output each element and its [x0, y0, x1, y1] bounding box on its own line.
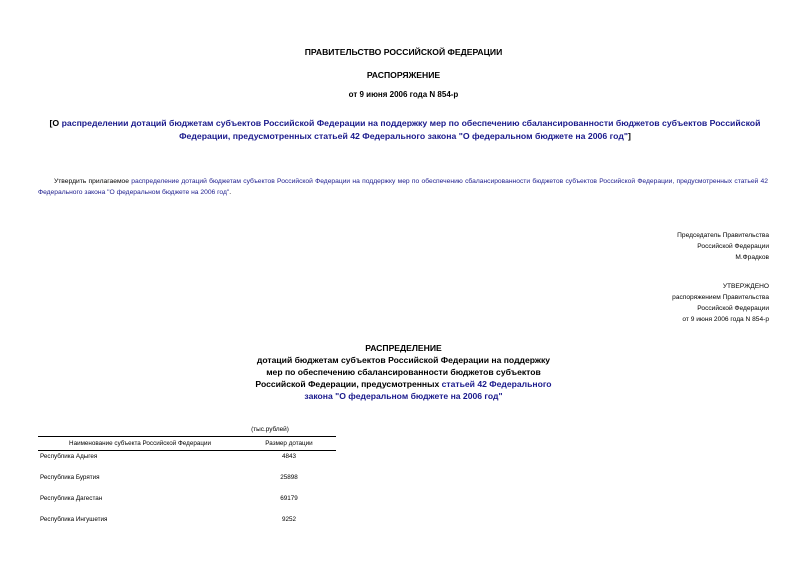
row-subject-name: Республика Бурятия: [40, 474, 100, 481]
title-open-bracket: [О: [49, 118, 62, 128]
row-subject-name: Республика Ингушетия: [40, 516, 108, 523]
article-42-link[interactable]: статьей 42 Федерального: [441, 379, 552, 389]
signature-block: [677, 230, 769, 263]
distribution-line-2: дотаций бюджетам субъектов Российской Федерации на поддержку: [256, 355, 551, 365]
table-row: [38, 451, 336, 473]
distribution-line-4-text: Российской Федерации, предусмотренных: [255, 379, 442, 389]
title-close-bracket: ]: [627, 131, 631, 141]
column-header-value: Размер дотации: [242, 437, 336, 451]
body-prefix: Утвердить прилагаемое: [54, 178, 132, 185]
document-type-heading: РАСПОРЯЖЕНИЕ: [366, 70, 441, 80]
distribution-title: РАСПРЕДЕЛЕНИЕ: [365, 343, 442, 353]
approved-by: распоряжением Правительства: [672, 294, 769, 301]
units-label: (тыс.рублей): [251, 426, 289, 433]
row-subsidy-value: 9252: [281, 516, 296, 523]
body-suffix: .: [229, 189, 232, 196]
table-row: [38, 514, 336, 535]
distribution-line-3: мер по обеспечению сбалансированности бюджетов субъектов: [266, 367, 541, 377]
distribution-heading: [0, 342, 807, 402]
body-distribution-link[interactable]: распределение дотаций бюджетам субъектов Российской Федерации на поддержку мер по обеспечению сбалансированности бюджетов субъектов Российской Федерации, предусмотренных статьей 42 Федерального закона "О федеральном бюджете на 2006 год": [38, 178, 768, 196]
government-heading: ПРАВИТЕЛЬСТВО РОССИЙСКОЙ ФЕДЕРАЦИИ: [304, 47, 503, 57]
table-row: [38, 472, 336, 493]
document-title: [38, 117, 772, 143]
table-row: [38, 493, 336, 514]
approved-date: от 9 июня 2006 года N 854-р: [682, 316, 769, 323]
signature-position: Председатель Правительства: [677, 232, 769, 239]
title-link[interactable]: распределении дотаций бюджетам субъектов Российской Федерации на поддержку мер по обеспечению сбалансированности бюджетов субъектов Российской Федерации, предусмотренных статьей 42 Федерального закона "О федеральном бюджете на 2006 год": [61, 118, 761, 141]
row-subsidy-value: 25898: [280, 474, 298, 481]
order-body-text: [38, 176, 768, 198]
row-subsidy-value: 69179: [280, 495, 298, 502]
row-subsidy-value: 4843: [281, 453, 296, 460]
column-header-name: Наименование субъекта Российской Федерации: [38, 437, 242, 451]
signature-country: Российской Федерации: [697, 243, 769, 250]
signature-name: М.Фрадков: [735, 254, 769, 261]
row-subject-name: Республика Дагестан: [40, 495, 103, 502]
federal-law-link[interactable]: закона "О федеральном бюджете на 2006 год": [304, 391, 503, 401]
document-date-number: от 9 июня 2006 года N 854-р: [348, 90, 459, 99]
row-subject-name: Республика Адыгея: [40, 453, 98, 460]
approved-label: УТВЕРЖДЕНО: [722, 283, 769, 290]
subsidy-table: [38, 436, 336, 535]
approval-block: [672, 281, 769, 325]
distribution-line-4: [0, 378, 807, 390]
approved-country: Российской Федерации: [697, 305, 769, 312]
table-header-row: [38, 437, 336, 451]
